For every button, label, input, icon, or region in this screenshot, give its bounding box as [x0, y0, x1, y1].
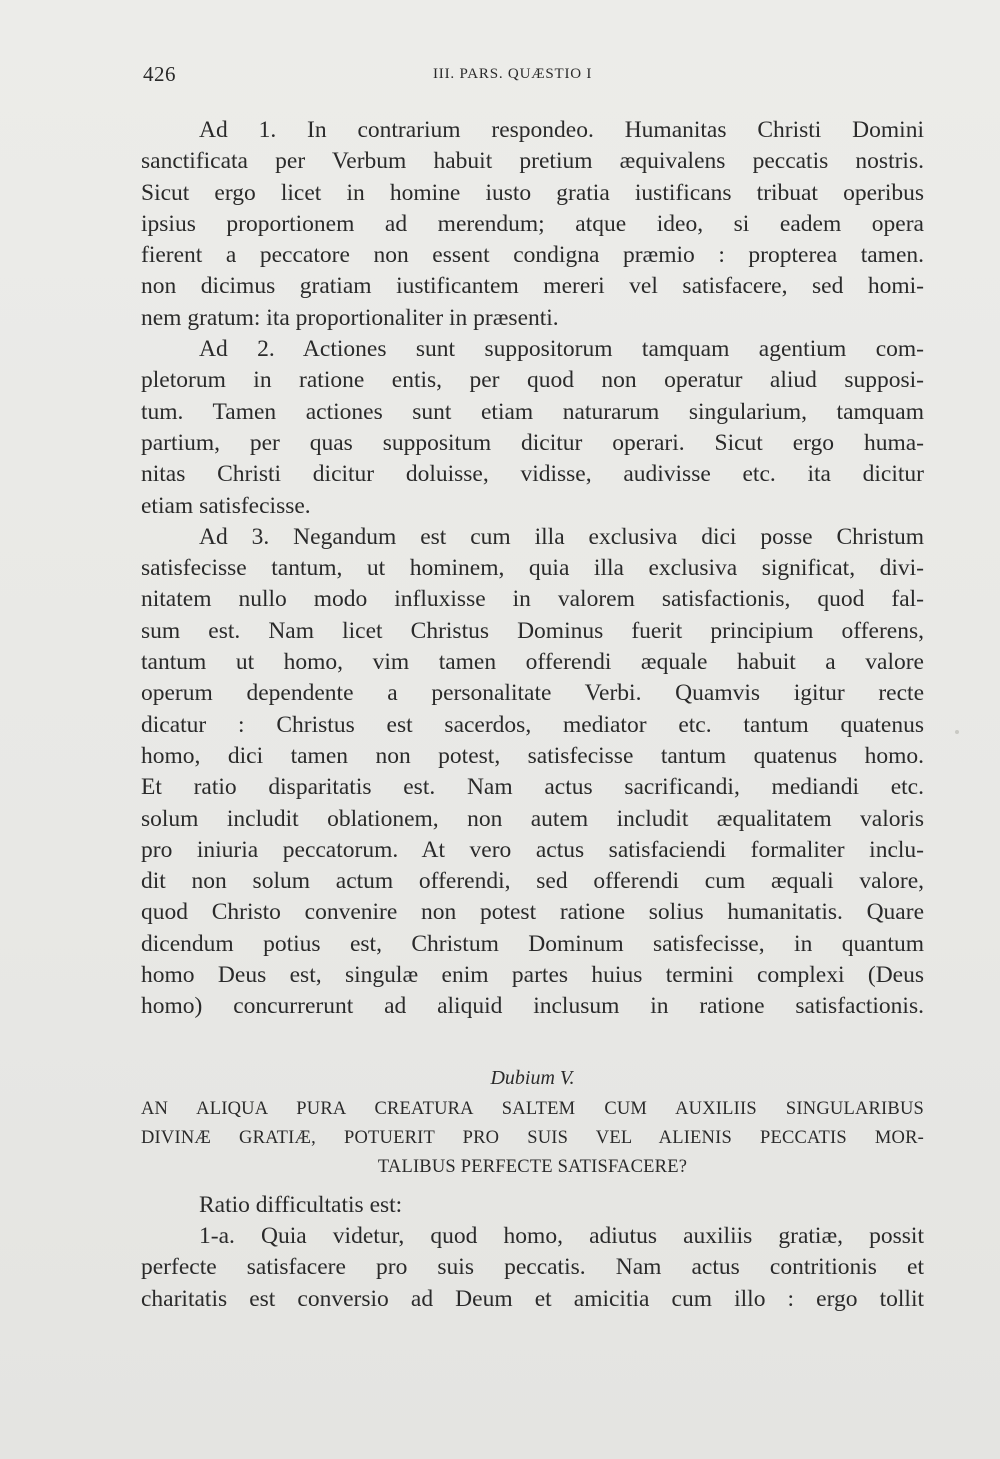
- running-head: III. PARS. QUÆSTIO I: [433, 66, 593, 82]
- text-line: nem gratum: ita proportionaliter in præsenti.: [141, 304, 559, 331]
- paragraph-ad-3: [141, 522, 924, 1023]
- paragraph-ad-2: [141, 334, 924, 522]
- text-line: Ratio difficultatis est:: [199, 1191, 403, 1218]
- text-line: sum est. Nam licet Christus Dominus fuerit principium offerens,: [141, 617, 924, 644]
- text-line: Ad 3. Negandum est cum illa exclusiva dici posse Christum: [199, 523, 924, 550]
- text-line: perfecte satisfacere pro suis peccatis. Nam actus contritionis et: [141, 1254, 924, 1281]
- section-spacer: [141, 1023, 924, 1061]
- paper-speck: [955, 730, 959, 734]
- page-number: 426: [143, 62, 176, 86]
- text-line: Et ratio disparitatis est. Nam actus sacrificandi, mediandi etc.: [141, 774, 924, 801]
- text-line: dicendum potius est, Christum Dominum satisfecisse, in quantum: [141, 930, 924, 957]
- question-line: TALIBUS PERFECTE SATISFACERE?: [377, 1156, 688, 1177]
- paragraph-ad-1: [141, 115, 924, 334]
- text-line: fierent a peccatore non essent condigna præmio : propterea tamen.: [141, 242, 924, 269]
- dubium-section: [141, 1061, 924, 1182]
- text-line: homo, dici tamen non potest, satisfecisse tantum quatenus homo.: [141, 742, 924, 769]
- text-line: nitatem nullo modo influxisse in valorem satisfactionis, quod fal-: [141, 586, 924, 613]
- text-line: Ad 2. Actiones sunt suppositorum tamquam agentium com-: [199, 336, 924, 363]
- text-line: sanctificata per Verbum habuit pretium æquivalens peccatis nostris.: [141, 148, 924, 175]
- text-line: etiam satisfecisse.: [141, 492, 311, 519]
- text-line: quod Christo convenire non potest ratione solius humanitatis. Quare: [141, 899, 924, 926]
- body-text: [141, 115, 924, 1315]
- text-line: pro iniuria peccatorum. At vero actus satisfaciendi formaliter inclu-: [141, 836, 924, 863]
- text-line: dicatur : Christus est sacerdos, mediator etc. tantum quatenus: [141, 711, 924, 738]
- text-line: solum includit oblationem, non autem includit æqualitatem valoris: [141, 805, 924, 832]
- text-line: Sicut ergo licet in homine iusto gratia iustificans tribuat operibus: [141, 179, 924, 206]
- text-line: charitatis est conversio ad Deum et amicitia cum illo : ergo tollit: [141, 1285, 924, 1312]
- section-heading: Dubium V.: [490, 1066, 575, 1089]
- question-line: AN ALIQUA PURA CREATURA SALTEM CUM AUXILIIS SINGULARIBUS: [141, 1098, 924, 1119]
- text-line: homo) concurrerunt ad aliquid inclusum in ratione satisfactionis.: [141, 993, 924, 1020]
- section-spacer: [141, 1182, 924, 1190]
- text-line: non dicimus gratiam iustificantem mereri vel satisfacere, sed homi-: [141, 273, 924, 300]
- text-line: tum. Tamen actiones sunt etiam naturarum singularium, tamquam: [141, 398, 924, 425]
- text-line: 1-a. Quia videtur, quod homo, adiutus auxiliis gratiæ, possit: [199, 1222, 924, 1249]
- question-line: DIVINÆ GRATIÆ, POTUERIT PRO SUIS VEL ALIENIS PECCATIS MOR-: [141, 1127, 924, 1148]
- text-line: dit non solum actum offerendi, sed offerendi cum æquali valore,: [141, 868, 924, 895]
- text-line: pletorum in ratione entis, per quod non operatur aliud supposi-: [141, 367, 924, 394]
- text-line: homo Deus est, singulæ enim partes huius termini complexi (Deus: [141, 962, 924, 989]
- page-header: [143, 62, 933, 92]
- text-line: nitas Christi dicitur doluisse, vidisse, audivisse etc. ita dicitur: [141, 461, 924, 488]
- text-line: satisfecisse tantum, ut hominem, quia illa exclusiva significat, divi-: [141, 555, 924, 582]
- text-line: tantum ut homo, vim tamen offerendi æquale habuit a valore: [141, 649, 924, 676]
- text-line: Ad 1. In contrarium respondeo. Humanitas Christi Domini: [199, 117, 924, 143]
- text-line: operum dependente a personalitate Verbi. Quamvis igitur recte: [141, 680, 924, 707]
- text-line: partium, per quas suppositum dicitur operari. Sicut ergo huma-: [141, 429, 924, 456]
- paragraph-ratio: [141, 1190, 924, 1315]
- text-line: ipsius proportionem ad merendum; atque ideo, si eadem opera: [141, 210, 924, 237]
